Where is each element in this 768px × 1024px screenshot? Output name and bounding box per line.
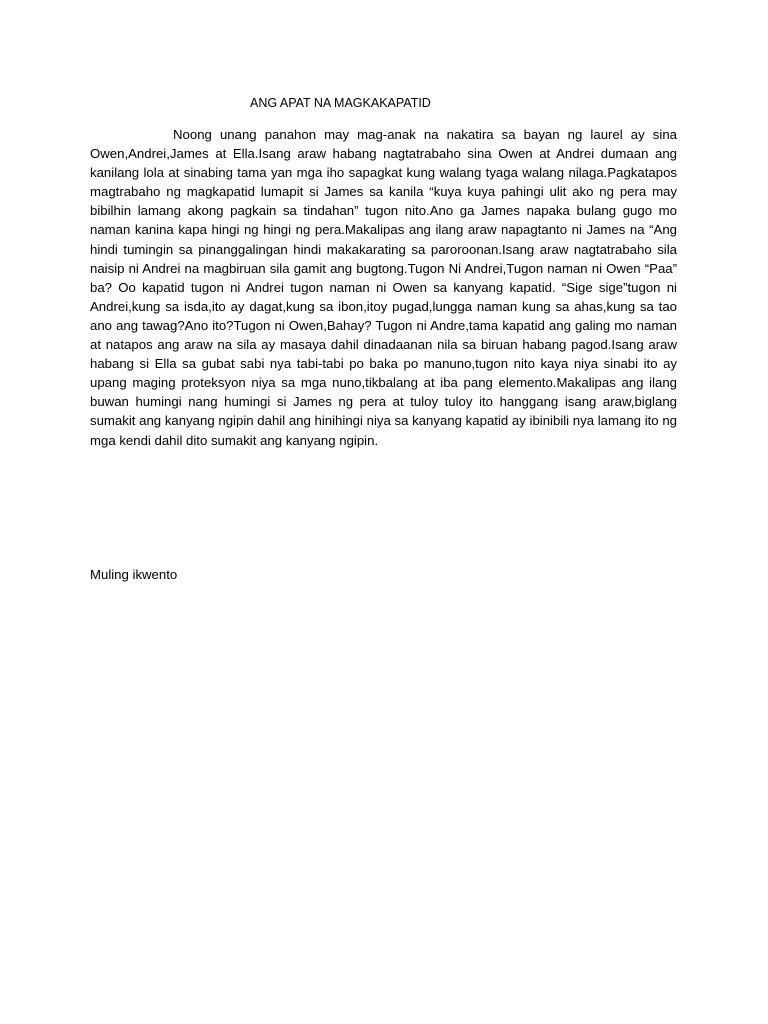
retell-heading: Muling ikwento <box>90 567 178 582</box>
story-paragraph: Noong unang panahon may mag-anak na nakatira sa bayan ng laurel ay sina Owen,Andrei,James at Ella.Isang araw habang nagtatrabaho sina Owen at Andrei dumaan ang kanilang lola at sinabing tama yan mga iho sapagkat kung walang tyaga walang nilaga.Pagkatapos magtrabaho ng magkapatid lumapit si James sa kanila “kuya kuya pahingi ulit ako ng pera may bibilhin lamang akong pagkain sa tindahan” tugon nito.Ano ga James napaka bulang gugo mo naman kanina kapa hingi ng hingi ng pera.Makalipas ang ilang araw napagtanto ni James na “Ang hindi tumingin sa pinanggalingan hindi makakarating sa paroroonan.Isang araw nagtatrabaho sila naisip ni Andrei na magbiruan sila gamit ang bugtong.Tugon Ni Andrei,Tugon naman ni Owen “Paa” ba? Oo kapatid tugon ni Andrei tugon naman ni Owen sa kanyang kapatid. “Sige sige”tugon ni Andrei,kung sa isda,ito ay dagat,kung sa ibon,itoy pugad,lungga naman kung sa ahas,kung sa tao ano ang tawag?Ano ito?Tugon ni Owen,Bahay? Tugon ni Andre,tama kapatid ang galing mo naman at natapos ang araw na sila ay masaya dahil dinadaanan nila sa biruan habang pagod.Isang araw habang si Ella sa gubat sabi nya tabi-tabi po baka po manuno,tugon nito kaya niya sinabi ito ay upang maging proteksyon niya sa mga nuno,tikbalang at iba pang elemento.Makalipas ang ilang buwan humingi nang humingi si James ng pera at tuloy tuloy ito hanggang isang araw,biglang sumakit ang kanyang ngipin dahil ang hinihingi niya sa kanyang kapatid ay ibinibili nya lamang ito ng mga kendi dahil dito sumakit ang kanyang ngipin. <box>90 127 677 448</box>
document-title: ANG APAT NA MAGKAKAPATID <box>250 96 431 110</box>
